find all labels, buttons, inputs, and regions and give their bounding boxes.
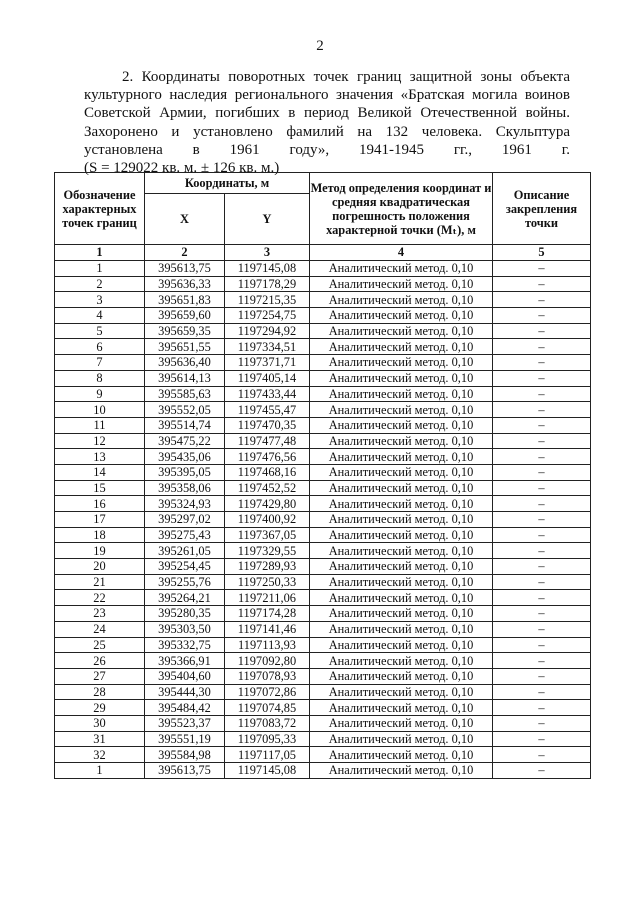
cell-y: 1197334,51	[225, 339, 310, 355]
cell-y: 1197476,56	[225, 449, 310, 465]
cell-description: –	[493, 590, 591, 606]
cell-y: 1197250,33	[225, 574, 310, 590]
cell-method: Аналитический метод. 0,10	[310, 637, 493, 653]
cell-description: –	[493, 621, 591, 637]
cell-point-number: 29	[55, 700, 145, 716]
cell-point-number: 9	[55, 386, 145, 402]
cell-x: 395261,05	[145, 543, 225, 559]
table-row	[55, 276, 591, 292]
cell-method: Аналитический метод. 0,10	[310, 261, 493, 277]
cell-point-number: 1	[55, 261, 145, 277]
cell-description: –	[493, 433, 591, 449]
cell-description: –	[493, 637, 591, 653]
cell-x: 395275,43	[145, 527, 225, 543]
cell-point-number: 30	[55, 715, 145, 731]
intro-line: 2. Координаты поворотных точек границ защитной зоны объекта	[122, 69, 570, 85]
cell-description: –	[493, 276, 591, 292]
cell-method: Аналитический метод. 0,10	[310, 731, 493, 747]
cell-description: –	[493, 370, 591, 386]
cell-method: Аналитический метод. 0,10	[310, 684, 493, 700]
cell-description: –	[493, 574, 591, 590]
cell-y: 1197367,05	[225, 527, 310, 543]
cell-point-number: 24	[55, 621, 145, 637]
cell-description: –	[493, 653, 591, 669]
cell-x: 395332,75	[145, 637, 225, 653]
cell-method: Аналитический метод. 0,10	[310, 292, 493, 308]
intro-line: установлена в 1961 году», 1941-1945 гг., 1961 г.	[84, 141, 570, 158]
header-coordinates: Координаты, м	[145, 173, 310, 194]
cell-x: 395254,45	[145, 559, 225, 575]
header-x: X	[145, 194, 225, 245]
cell-y: 1197078,93	[225, 668, 310, 684]
cell-x: 395552,05	[145, 402, 225, 418]
table-row	[55, 606, 591, 622]
cell-y: 1197470,35	[225, 417, 310, 433]
column-number: 5	[493, 245, 591, 261]
cell-point-number: 28	[55, 684, 145, 700]
column-number: 1	[55, 245, 145, 261]
cell-description: –	[493, 527, 591, 543]
cell-x: 395614,13	[145, 370, 225, 386]
cell-method: Аналитический метод. 0,10	[310, 763, 493, 779]
cell-point-number: 13	[55, 449, 145, 465]
cell-description: –	[493, 449, 591, 465]
cell-y: 1197455,47	[225, 402, 310, 418]
cell-x: 395551,19	[145, 731, 225, 747]
cell-method: Аналитический метод. 0,10	[310, 621, 493, 637]
cell-description: –	[493, 402, 591, 418]
cell-method: Аналитический метод. 0,10	[310, 668, 493, 684]
cell-y: 1197429,80	[225, 496, 310, 512]
column-number: 4	[310, 245, 493, 261]
cell-x: 395584,98	[145, 747, 225, 763]
cell-point-number: 15	[55, 480, 145, 496]
cell-y: 1197083,72	[225, 715, 310, 731]
cell-x: 395651,83	[145, 292, 225, 308]
cell-description: –	[493, 323, 591, 339]
cell-point-number: 32	[55, 747, 145, 763]
cell-description: –	[493, 480, 591, 496]
cell-y: 1197468,16	[225, 464, 310, 480]
cell-description: –	[493, 543, 591, 559]
cell-description: –	[493, 512, 591, 528]
cell-method: Аналитический метод. 0,10	[310, 496, 493, 512]
cell-method: Аналитический метод. 0,10	[310, 386, 493, 402]
cell-method: Аналитический метод. 0,10	[310, 559, 493, 575]
table-body	[55, 261, 591, 779]
table-row	[55, 433, 591, 449]
cell-x: 395613,75	[145, 763, 225, 779]
cell-description: –	[493, 747, 591, 763]
cell-y: 1197145,08	[225, 261, 310, 277]
cell-point-number: 27	[55, 668, 145, 684]
cell-point-number: 5	[55, 323, 145, 339]
cell-y: 1197452,52	[225, 480, 310, 496]
cell-y: 1197329,55	[225, 543, 310, 559]
cell-y: 1197289,93	[225, 559, 310, 575]
cell-x: 395255,76	[145, 574, 225, 590]
cell-method: Аналитический метод. 0,10	[310, 370, 493, 386]
cell-x: 395404,60	[145, 668, 225, 684]
table-row	[55, 653, 591, 669]
table-row	[55, 527, 591, 543]
table-row	[55, 449, 591, 465]
cell-point-number: 31	[55, 731, 145, 747]
table-row	[55, 417, 591, 433]
cell-description: –	[493, 308, 591, 324]
cell-y: 1197072,86	[225, 684, 310, 700]
cell-y: 1197400,92	[225, 512, 310, 528]
cell-point-number: 18	[55, 527, 145, 543]
cell-method: Аналитический метод. 0,10	[310, 574, 493, 590]
cell-method: Аналитический метод. 0,10	[310, 276, 493, 292]
cell-method: Аналитический метод. 0,10	[310, 480, 493, 496]
cell-method: Аналитический метод. 0,10	[310, 308, 493, 324]
cell-description: –	[493, 496, 591, 512]
table-row	[55, 292, 591, 308]
cell-point-number: 17	[55, 512, 145, 528]
cell-description: –	[493, 386, 591, 402]
cell-point-number: 22	[55, 590, 145, 606]
cell-x: 395613,75	[145, 261, 225, 277]
cell-point-number: 3	[55, 292, 145, 308]
cell-method: Аналитический метод. 0,10	[310, 653, 493, 669]
intro-paragraph	[84, 68, 570, 177]
table-row	[55, 323, 591, 339]
cell-method: Аналитический метод. 0,10	[310, 323, 493, 339]
cell-method: Аналитический метод. 0,10	[310, 417, 493, 433]
cell-y: 1197405,14	[225, 370, 310, 386]
cell-method: Аналитический метод. 0,10	[310, 433, 493, 449]
table-row	[55, 590, 591, 606]
table-row	[55, 339, 591, 355]
cell-description: –	[493, 684, 591, 700]
cell-method: Аналитический метод. 0,10	[310, 543, 493, 559]
cell-description: –	[493, 559, 591, 575]
cell-description: –	[493, 261, 591, 277]
cell-point-number: 21	[55, 574, 145, 590]
cell-y: 1197211,06	[225, 590, 310, 606]
cell-x: 395444,30	[145, 684, 225, 700]
cell-description: –	[493, 715, 591, 731]
cell-point-number: 6	[55, 339, 145, 355]
table-row	[55, 700, 591, 716]
cell-y: 1197178,29	[225, 276, 310, 292]
table-row	[55, 512, 591, 528]
cell-x: 395636,40	[145, 355, 225, 371]
cell-description: –	[493, 339, 591, 355]
cell-y: 1197254,75	[225, 308, 310, 324]
cell-point-number: 11	[55, 417, 145, 433]
cell-method: Аналитический метод. 0,10	[310, 700, 493, 716]
column-number: 3	[225, 245, 310, 261]
cell-method: Аналитический метод. 0,10	[310, 590, 493, 606]
cell-x: 395395,05	[145, 464, 225, 480]
table-row	[55, 543, 591, 559]
cell-x: 395324,93	[145, 496, 225, 512]
cell-point-number: 23	[55, 606, 145, 622]
cell-description: –	[493, 731, 591, 747]
cell-point-number: 19	[55, 543, 145, 559]
cell-y: 1197117,05	[225, 747, 310, 763]
cell-x: 395303,50	[145, 621, 225, 637]
cell-method: Аналитический метод. 0,10	[310, 606, 493, 622]
cell-point-number: 2	[55, 276, 145, 292]
cell-y: 1197477,48	[225, 433, 310, 449]
header-y: Y	[225, 194, 310, 245]
cell-description: –	[493, 606, 591, 622]
cell-y: 1197215,35	[225, 292, 310, 308]
table-row	[55, 355, 591, 371]
table-row	[55, 715, 591, 731]
cell-method: Аналитический метод. 0,10	[310, 512, 493, 528]
column-number: 2	[145, 245, 225, 261]
cell-y: 1197095,33	[225, 731, 310, 747]
cell-y: 1197092,80	[225, 653, 310, 669]
intro-line: Советской Армии, погибших в период Великой Отечественной войны.	[84, 105, 570, 122]
table-row	[55, 386, 591, 402]
cell-method: Аналитический метод. 0,10	[310, 355, 493, 371]
cell-y: 1197174,28	[225, 606, 310, 622]
table-row	[55, 684, 591, 700]
table-row	[55, 559, 591, 575]
cell-x: 395659,60	[145, 308, 225, 324]
cell-point-number: 10	[55, 402, 145, 418]
table-row	[55, 480, 591, 496]
cell-x: 395585,63	[145, 386, 225, 402]
cell-method: Аналитический метод. 0,10	[310, 527, 493, 543]
cell-point-number: 7	[55, 355, 145, 371]
cell-method: Аналитический метод. 0,10	[310, 339, 493, 355]
page-number: 2	[316, 38, 324, 54]
cell-x: 395280,35	[145, 606, 225, 622]
cell-x: 395636,33	[145, 276, 225, 292]
cell-point-number: 12	[55, 433, 145, 449]
cell-point-number: 16	[55, 496, 145, 512]
cell-y: 1197294,92	[225, 323, 310, 339]
cell-point-number: 25	[55, 637, 145, 653]
table-row	[55, 261, 591, 277]
cell-x: 395484,42	[145, 700, 225, 716]
table-row	[55, 402, 591, 418]
cell-method: Аналитический метод. 0,10	[310, 715, 493, 731]
table-row	[55, 308, 591, 324]
table-row	[55, 621, 591, 637]
table-row	[55, 637, 591, 653]
table-row	[55, 747, 591, 763]
cell-description: –	[493, 417, 591, 433]
cell-description: –	[493, 700, 591, 716]
table-row	[55, 370, 591, 386]
cell-x: 395297,02	[145, 512, 225, 528]
header-description: Описание закрепления точки	[493, 173, 591, 245]
coordinates-table	[54, 172, 591, 779]
cell-point-number: 20	[55, 559, 145, 575]
cell-description: –	[493, 464, 591, 480]
cell-y: 1197145,08	[225, 763, 310, 779]
cell-point-number: 8	[55, 370, 145, 386]
header-method: Метод определения координат и средняя квадратическая погрешность положения характерной точки (Mₜ), м	[310, 173, 493, 245]
table-row	[55, 574, 591, 590]
cell-method: Аналитический метод. 0,10	[310, 464, 493, 480]
cell-y: 1197113,93	[225, 637, 310, 653]
cell-point-number: 26	[55, 653, 145, 669]
cell-description: –	[493, 763, 591, 779]
cell-x: 395366,91	[145, 653, 225, 669]
cell-y: 1197371,71	[225, 355, 310, 371]
table-row	[55, 464, 591, 480]
cell-x: 395514,74	[145, 417, 225, 433]
cell-description: –	[493, 355, 591, 371]
cell-y: 1197433,44	[225, 386, 310, 402]
table-row	[55, 496, 591, 512]
cell-description: –	[493, 668, 591, 684]
cell-y: 1197141,46	[225, 621, 310, 637]
table-row	[55, 668, 591, 684]
cell-x: 395264,21	[145, 590, 225, 606]
area-line: (S = 129022 кв. м. ± 126 кв. м.)	[84, 160, 280, 177]
cell-x: 395475,22	[145, 433, 225, 449]
header-designation: Обозначение характерных точек границ	[55, 173, 145, 245]
cell-x: 395651,55	[145, 339, 225, 355]
cell-method: Аналитический метод. 0,10	[310, 402, 493, 418]
cell-point-number: 1	[55, 763, 145, 779]
cell-x: 395358,06	[145, 480, 225, 496]
cell-description: –	[493, 292, 591, 308]
intro-line: Захоронено и установлено фамилий на 132 человека. Скульптура	[84, 123, 570, 140]
cell-method: Аналитический метод. 0,10	[310, 747, 493, 763]
intro-line: культурного наследия регионального значения «Братская могила воинов	[84, 87, 570, 104]
cell-point-number: 4	[55, 308, 145, 324]
cell-y: 1197074,85	[225, 700, 310, 716]
cell-point-number: 14	[55, 464, 145, 480]
cell-x: 395523,37	[145, 715, 225, 731]
table-row	[55, 731, 591, 747]
table-row	[55, 763, 591, 779]
cell-method: Аналитический метод. 0,10	[310, 449, 493, 465]
cell-x: 395659,35	[145, 323, 225, 339]
cell-x: 395435,06	[145, 449, 225, 465]
